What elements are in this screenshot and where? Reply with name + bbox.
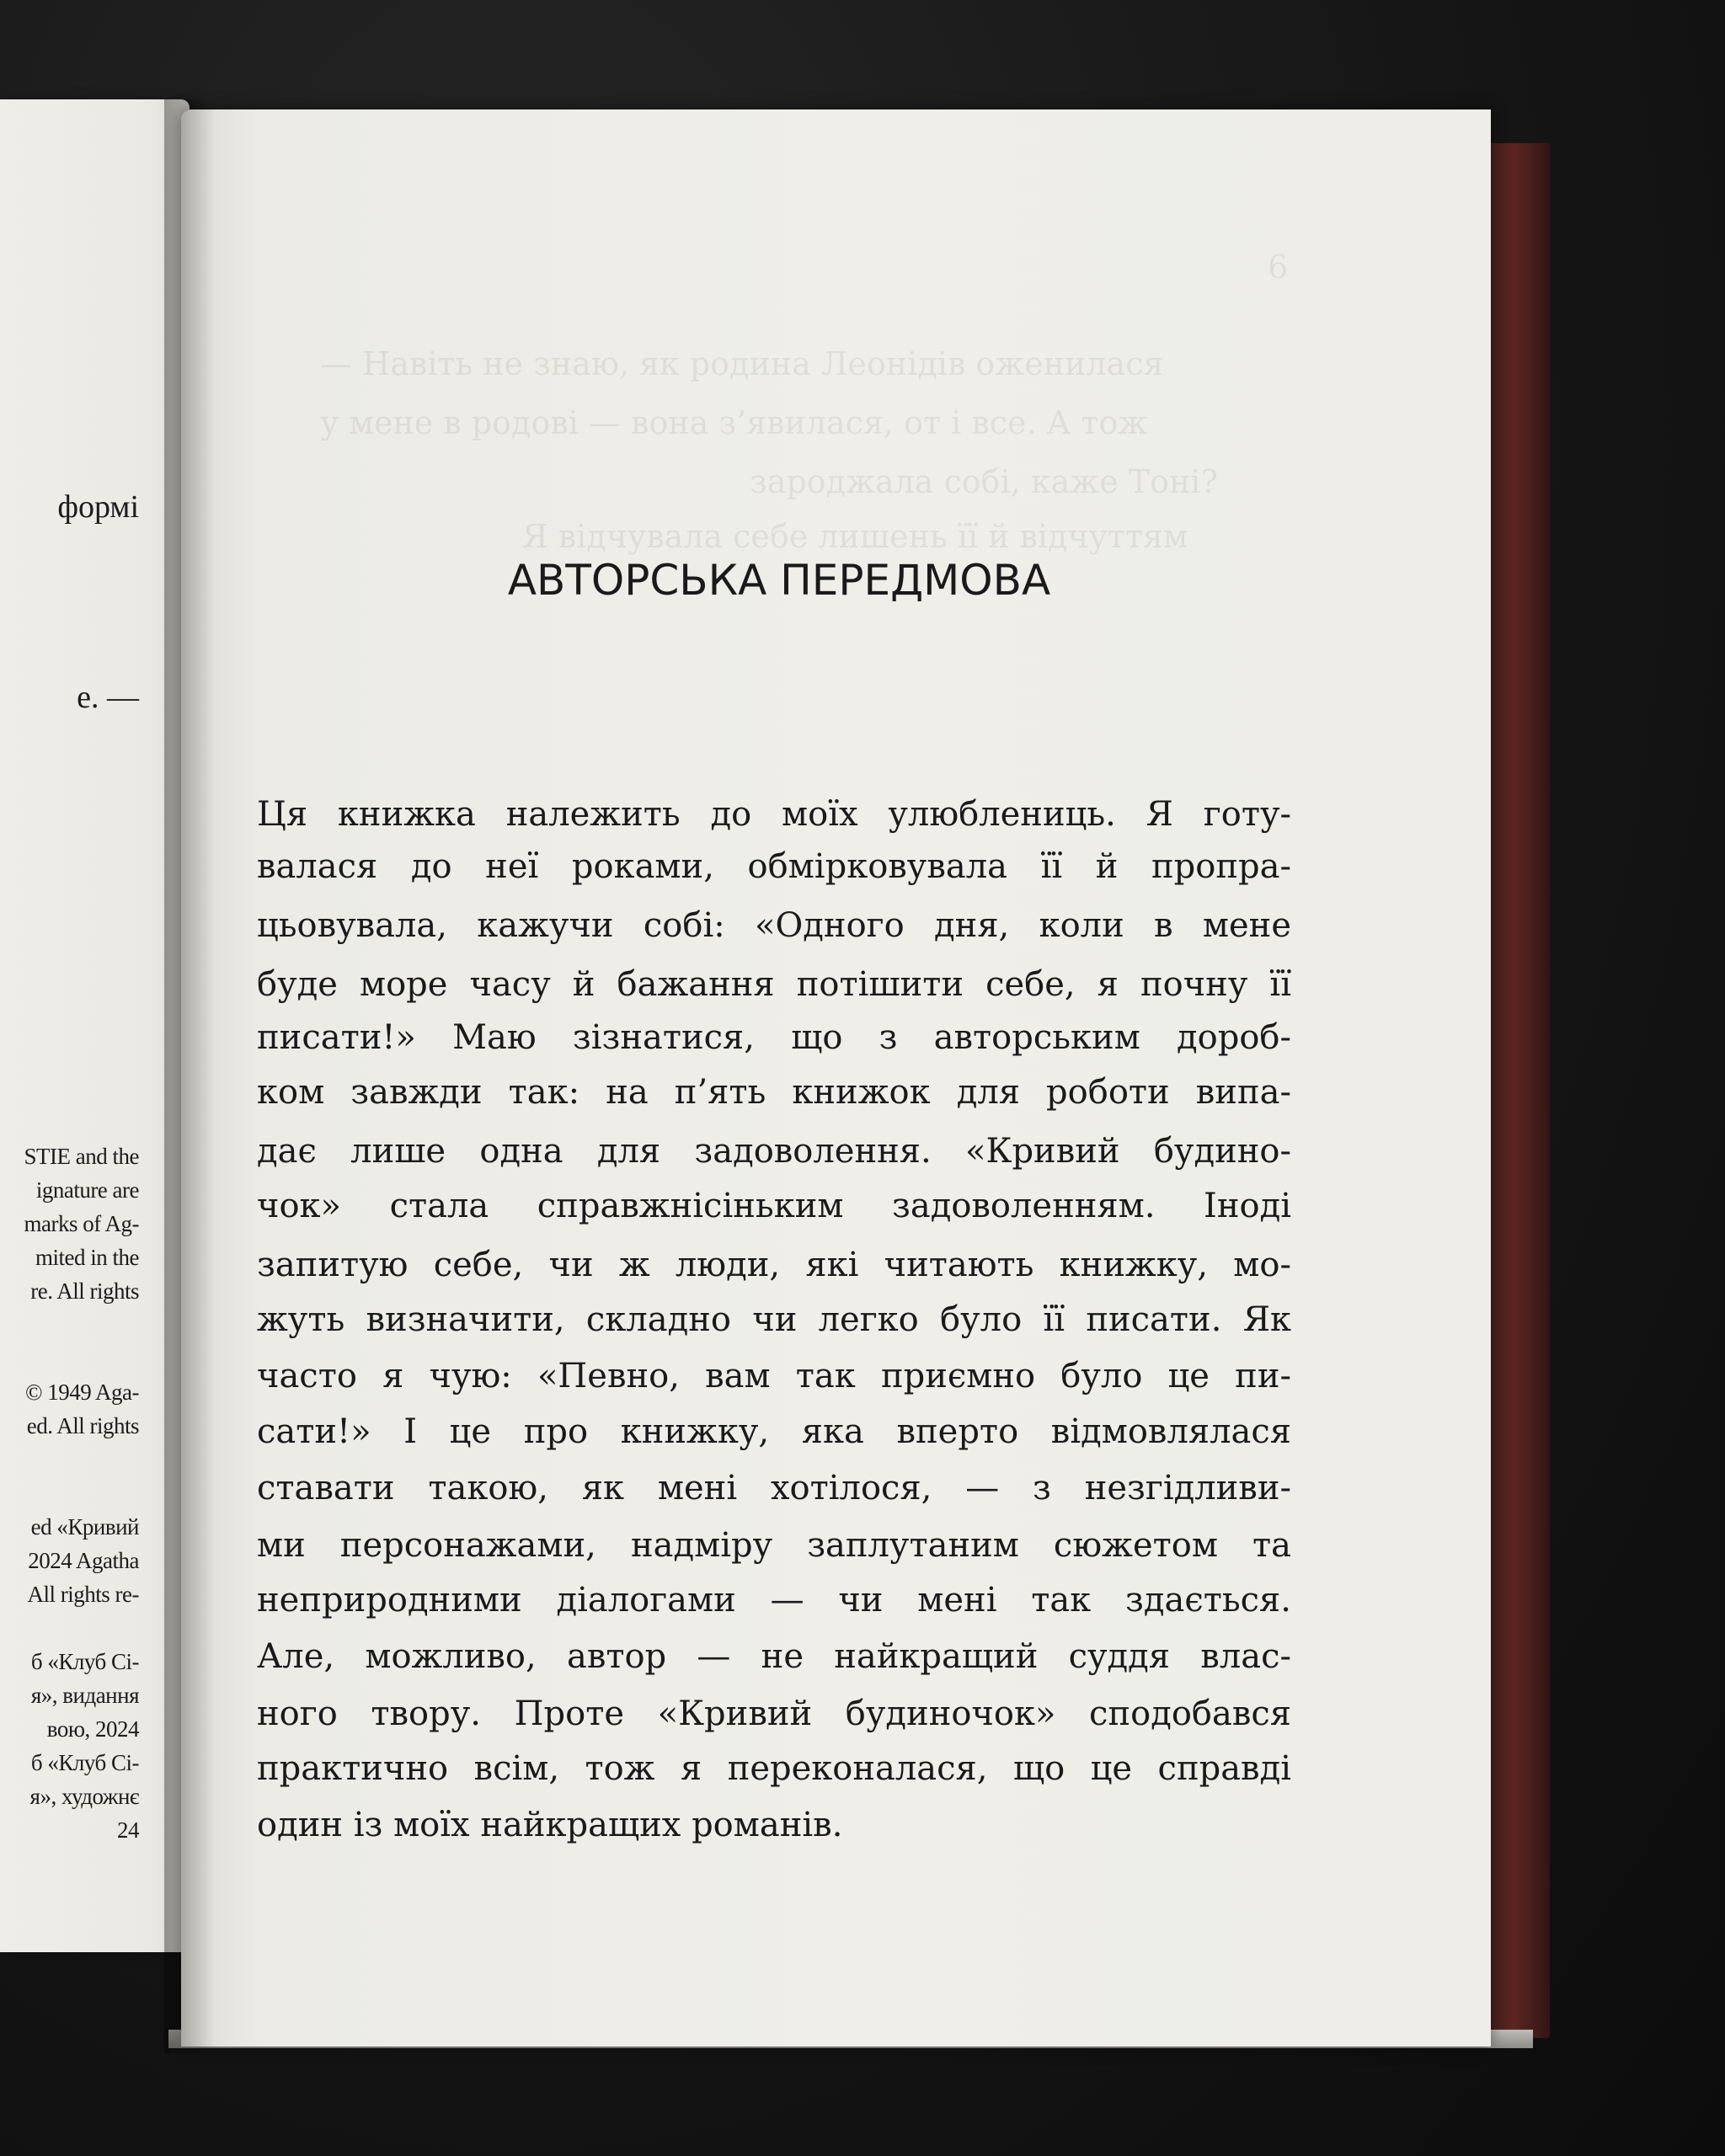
left-fragment: All rights re- [27, 1582, 139, 1607]
show-through-line: — Навіть не знаю, як родина Леонідів оженилася [320, 345, 1164, 382]
body-line: писати!» Маю зізнатися, що з авторським дороб- [257, 1018, 1291, 1057]
show-through-line: зароджала собі, каже Тоні? [750, 463, 1218, 500]
left-fragment: б «Клуб Сі- [30, 1649, 139, 1674]
left-fragment: вою, 2024 [46, 1716, 139, 1742]
body-line: сати!» І це про книжку, яка вперто відмовлялася [257, 1412, 1291, 1451]
left-fragment: е. — [77, 680, 139, 715]
left-fragment: © 1949 Aga- [25, 1380, 139, 1405]
spine-shadow [164, 99, 215, 2053]
body-line: ми персонажами, надміру заплутаним сюжетом та [257, 1526, 1291, 1565]
body-line: буде море часу й бажання потішити себе, я почну її [257, 965, 1291, 1004]
left-fragment: я», художнє [29, 1784, 139, 1809]
left-page [0, 99, 190, 1952]
left-fragment: формі [57, 489, 139, 525]
body-line: Але, можливо, автор — не найкращий суддя влас- [257, 1637, 1291, 1676]
left-fragment: STIE and the [24, 1144, 139, 1169]
body-line: запитую себе, чи ж люди, які читають книжку, мо- [257, 1246, 1291, 1284]
body-line: Ця книжка належить до моїх улюблениць. Я готу- [257, 795, 1291, 834]
left-fragment: 2024 Agatha [28, 1548, 139, 1573]
body-line: ком завжди так: на п’ять книжок для роботи випа- [257, 1073, 1291, 1112]
show-through-line: у мене в родові — вона з’явилася, от і все. А тож [320, 404, 1148, 441]
left-fragment: 24 [117, 1817, 139, 1843]
body-line: валася до неї роками, обмірковувала її й пропра- [257, 847, 1291, 886]
left-fragment: ed «Кривий [30, 1514, 139, 1540]
body-line: ного твору. Проте «Кривий будиночок» сподобався [257, 1694, 1291, 1733]
body-line: цьовувала, кажучи собі: «Одного дня, коли в мене [257, 906, 1291, 945]
body-line: жуть визначити, складно чи легко було її писати. Як [257, 1300, 1291, 1339]
body-line: чок» стала справжнісіньким задоволенням. Іноді [257, 1187, 1291, 1225]
show-through-line: Я відчувала себе лишень її й відчуттям [522, 518, 1188, 555]
body-line: часто я чую: «Певно, вам так приємно було це пи- [257, 1357, 1291, 1396]
left-fragment: re. All rights [30, 1278, 139, 1304]
left-fragment: marks of Ag- [24, 1211, 139, 1236]
chapter-heading: АВТОРСЬКА ПЕРЕДМОВА [507, 556, 1051, 605]
left-fragment: я», видання [30, 1683, 139, 1708]
left-fragment: ignature are [35, 1177, 139, 1203]
body-line: дає лише одна для задоволення. «Кривий будино- [257, 1132, 1291, 1171]
body-line: практично всім, тож я переконалася, що це справді [257, 1749, 1291, 1788]
body-line: неприродними діалогами — чи мені так здається. [257, 1581, 1291, 1620]
body-line: один із моїх найкращих романів. [257, 1806, 843, 1844]
body-line: ставати такою, як мені хотілося, — з незгідливи- [257, 1469, 1291, 1508]
left-fragment: б «Клуб Сі- [30, 1750, 139, 1775]
left-fragment: mited in the [35, 1245, 139, 1270]
left-fragment: ed. All rights [26, 1413, 139, 1438]
show-through-page-number: 6 [1268, 248, 1289, 286]
